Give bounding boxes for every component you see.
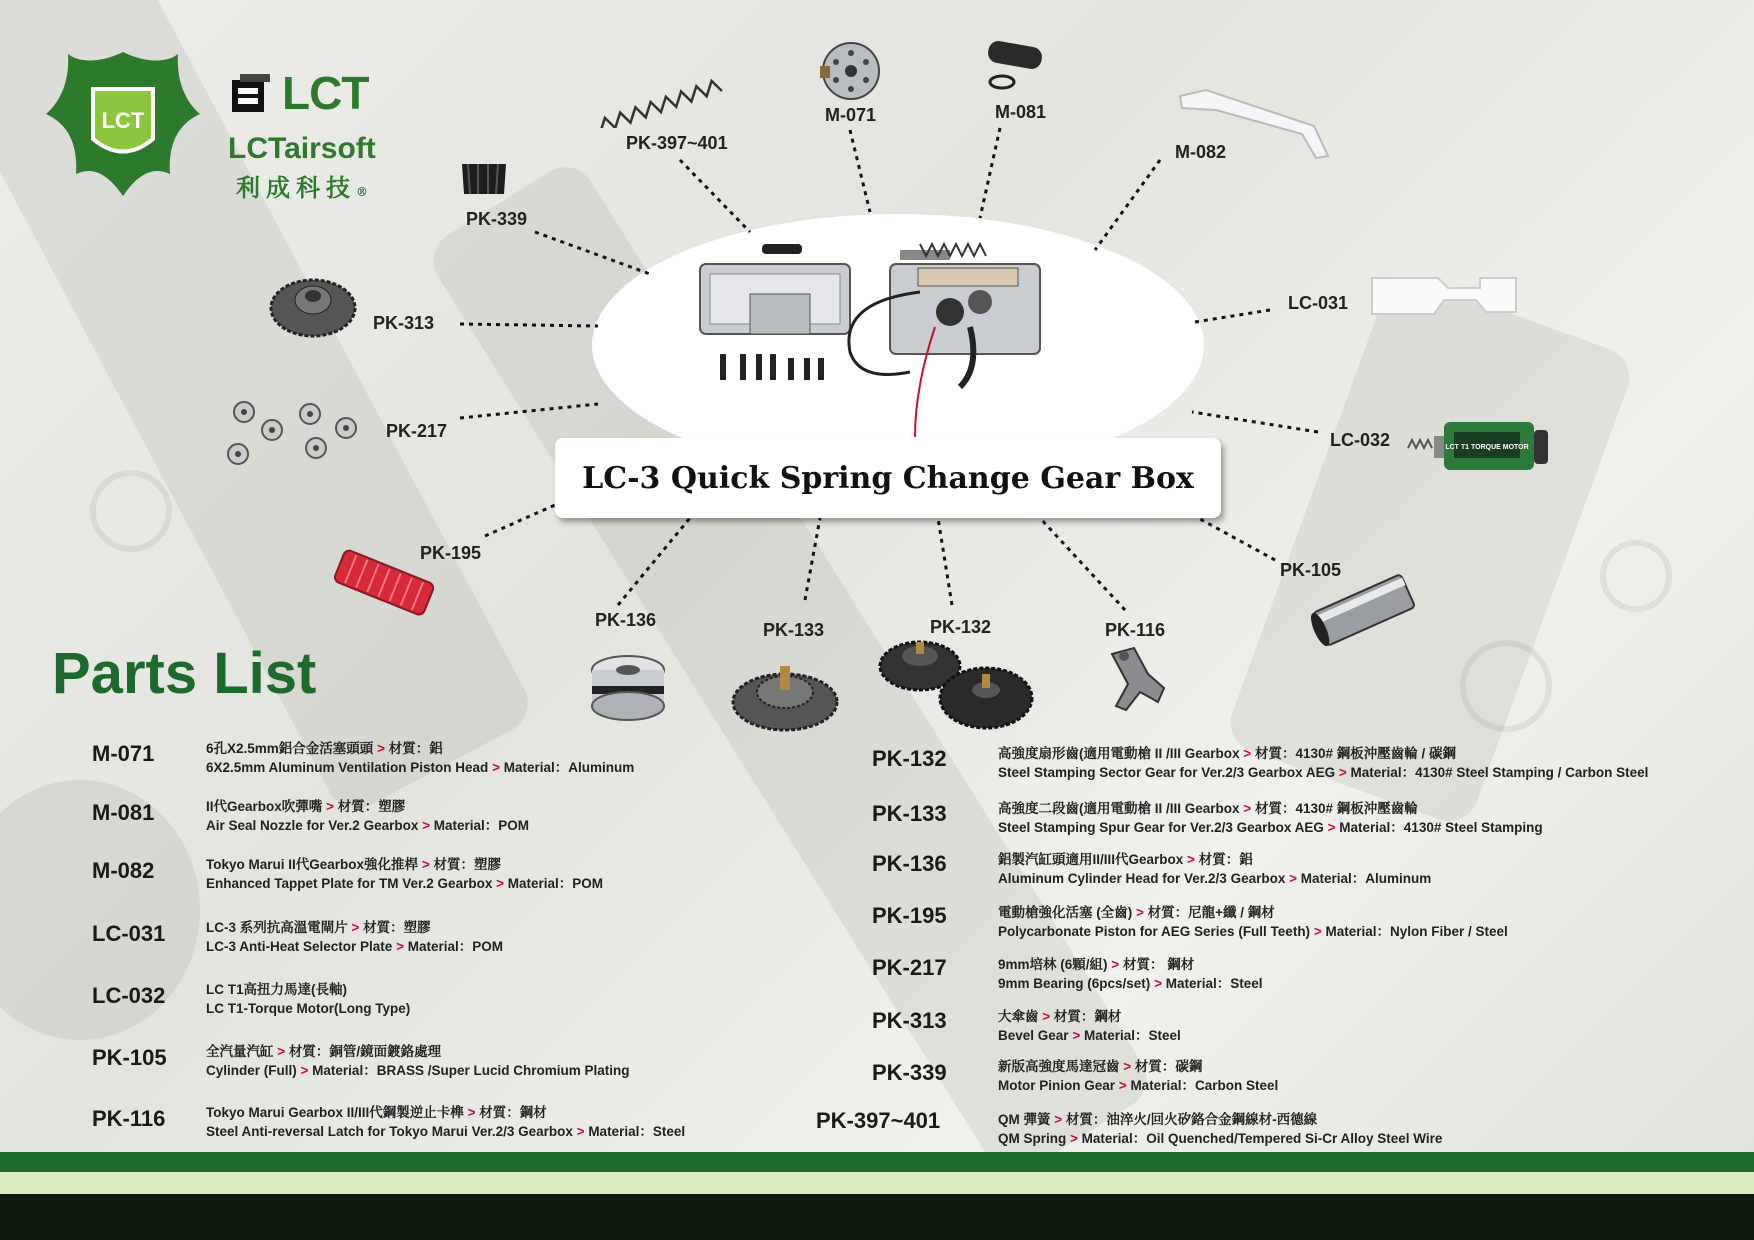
piston-head-icon (818, 38, 884, 104)
part-code: PK-397~401 (816, 1108, 941, 1133)
selector-plate-icon (1368, 272, 1520, 320)
sector-gear-icon (876, 636, 1036, 736)
part-code: PK-339 (872, 1060, 947, 1085)
part-description: 鋁製汽缸頭適用II/III代Gearbox > 材質：鋁 Aluminum Cylinder Head for Ver.2/3 Gearbox > Material：Aluminum (998, 852, 1432, 886)
part-description: 大傘齒 > 材質：鋼材 Bevel Gear > Material：Steel (998, 1009, 1181, 1043)
part-description: 9mm培林 (6顆/組) > 材質： 鋼材 9mm Bearing (6pcs/set) > Material：Steel (998, 957, 1263, 991)
part-description: II代Gearbox吹彈嘴 > 材質：塑膠 Air Seal Nozzle for Ver.2 Gearbox > Material：POM (206, 799, 530, 833)
label-pk195: PK-195 (420, 543, 482, 563)
label-m082: M-082 (1175, 142, 1227, 162)
air-nozzle-icon (980, 38, 1060, 94)
motor-label: LCT T1 TORQUE MOTOR (1445, 444, 1529, 451)
part-code: LC-032 (92, 983, 166, 1008)
spur-gear-icon (730, 658, 840, 734)
gearbox-title-box (555, 438, 1221, 518)
anti-reversal-latch-icon (1104, 644, 1174, 718)
motor-icon (1404, 416, 1554, 474)
brand-name-cn: 利成科技® (236, 173, 374, 202)
label-pk132: PK-132 (930, 617, 992, 637)
bearings-icon (224, 398, 380, 468)
part-code: PK-313 (872, 1008, 947, 1033)
footer-band-dark (0, 1194, 1754, 1240)
label-pk116: PK-116 (1105, 620, 1166, 640)
part-code: M-071 (92, 741, 155, 766)
part-code: PK-132 (872, 746, 947, 771)
part-description: 電動槍強化活塞 (全齒) > 材質：尼龍+纖 / 鋼材 Polycarbonate Piston for AEG Series (Full Teeth) > Material：Nylon Fiber / Steel (998, 905, 1508, 939)
part-description: LC-3 系列抗高溫電閘片 > 材質：塑膠 LC-3 Anti-Heat Selector Plate > Material：POM (206, 920, 503, 954)
label-m071: M-071 (825, 105, 877, 125)
part-description: LC T1高扭力馬達(長軸) LC T1-Torque Motor(Long Type) (206, 982, 411, 1016)
part-code: PK-195 (872, 903, 947, 928)
page-title: LC-3 Quick Spring Change Gear Box (582, 460, 1194, 496)
part-code: PK-133 (872, 801, 947, 826)
part-code: PK-105 (92, 1045, 167, 1070)
part-description: Tokyo Marui Gearbox II/III代鋼製逆止卡榫 > 材質：鋼材 Steel Anti-reversal Latch for Tokyo Marui Ver.2/3 Gearbox > Material：Steel (206, 1105, 686, 1139)
footer-band-light (0, 1172, 1754, 1194)
label-pk397: PK-397~401 (626, 133, 728, 153)
bevel-gear-icon (268, 270, 358, 340)
label-pk217: PK-217 (386, 421, 448, 441)
brand-name: LCTairsoft (228, 132, 376, 165)
part-code: PK-217 (872, 955, 947, 980)
label-pk136: PK-136 (595, 610, 657, 630)
svg-text:LCT: LCT (101, 108, 145, 133)
footer-band-green (0, 1152, 1754, 1172)
part-code: M-082 (92, 858, 155, 883)
part-description: 高強度二段齒(適用電動槍 II /III Gearbox > 材質：4130# 鋼板沖壓齒輪 Steel Stamping Spur Gear for Ver.2/3 Gearbox AEG > Material：4130# Steel Stamping (998, 801, 1543, 835)
label-m081: M-081 (995, 102, 1047, 122)
part-description: 新版高強度馬達冠齒 > 材質：碳鋼 Motor Pinion Gear > Material：Carbon Steel (998, 1059, 1279, 1093)
parts-list-title: Parts List (52, 641, 317, 706)
part-description: Tokyo Marui II代Gearbox強化推桿 > 材質：塑膠 Enhanced Tappet Plate for TM Ver.2 Gearbox > Material：POM (206, 857, 604, 891)
label-pk133: PK-133 (763, 620, 825, 640)
part-description: QM 彈簧 > 材質：油淬火/回火矽鉻合金鋼線材-西德線 QM Spring > Material：Oil Quenched/Tempered Si-Cr Alloy Steel Wire (998, 1112, 1443, 1146)
part-code: PK-136 (872, 851, 947, 876)
part-description: 全汽量汽缸 > 材質：銅管/鏡面鍍鉻處理 Cylinder (Full) > Material：BRASS /Super Lucid Chromium Plating (206, 1044, 630, 1078)
cylinder-head-icon (586, 646, 670, 726)
pinion-gear-icon (456, 154, 512, 200)
part-code: LC-031 (92, 921, 166, 946)
cylinder-icon (1308, 570, 1420, 650)
label-lc032: LC-032 (1330, 430, 1391, 450)
part-description: 6孔X2.5mm鋁合金活塞頭頭 > 材質：鋁 6X2.5mm Aluminum Ventilation Piston Head > Material：Aluminum (206, 741, 635, 775)
label-lc031: LC-031 (1288, 293, 1349, 313)
part-code: PK-116 (92, 1106, 166, 1131)
part-description: 高強度扇形齒(適用電動槍 II /III Gearbox > 材質：4130# 鋼板沖壓齒輪 / 碳鋼 Steel Stamping Sector Gear for Ver.2/3 Gearbox AEG > Material：4130# Steel Stamping / Carbon Steel (998, 746, 1649, 780)
label-pk339: PK-339 (466, 209, 528, 229)
part-code: M-081 (92, 800, 155, 825)
label-pk105: PK-105 (1280, 560, 1342, 580)
brand-logo-text: LCT (282, 67, 369, 119)
label-pk313: PK-313 (373, 313, 435, 333)
spring-icon (590, 58, 735, 128)
